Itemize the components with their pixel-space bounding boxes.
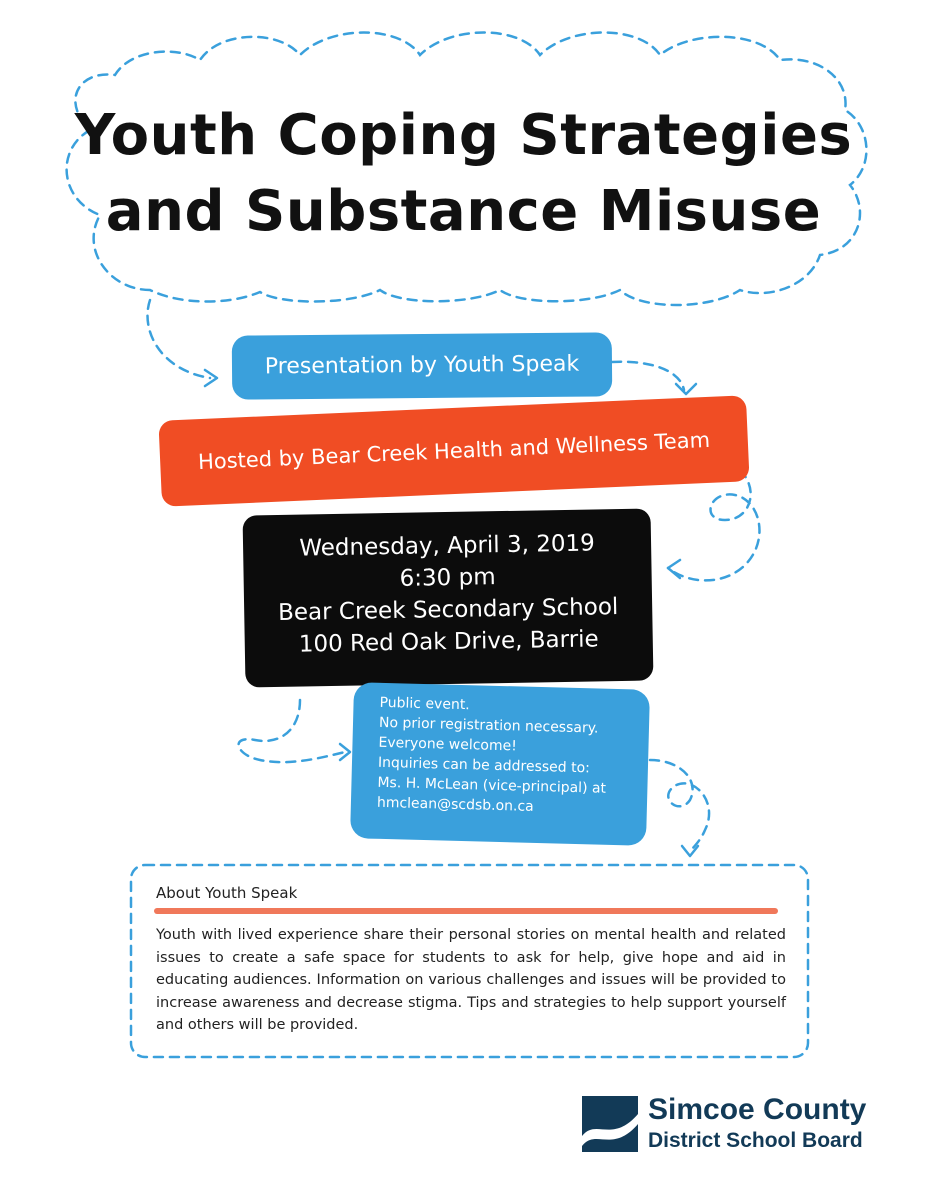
title-line-2: and Substance Misuse: [105, 179, 822, 244]
logo-text: [648, 1092, 866, 1154]
about-body: Youth with lived experience share their personal stories on mental health and related issues to create a safe space for students to ask for help, give hope and aid in educating audiences. Information on various challenges and issues will be provided to increase awareness and decrease stigma. Tips and strategies to help support yourself and others will be provided.: [156, 927, 786, 1033]
presentation-banner: Presentation by Youth Speak: [232, 332, 613, 399]
contact-email[interactable]: hmclean@scdsb.on.ca: [376, 794, 534, 815]
info-line: No prior registration necessary.: [378, 714, 599, 737]
event-date: Wednesday, April 3, 2019: [299, 530, 596, 562]
arrow-line-4: [239, 700, 345, 762]
about-heading: About Youth Speak: [156, 884, 298, 902]
poster-title: [60, 98, 867, 250]
info-line: Inquiries can be addressed to:: [377, 754, 591, 777]
logo-line-1: Simcoe County: [648, 1093, 867, 1126]
arrowhead-5: [682, 846, 698, 856]
arrow-line-1: [148, 300, 211, 378]
hosted-by-banner: Hosted by Bear Creek Health and Wellness Team: [158, 395, 749, 507]
title-line-1: Youth Coping Strategies: [74, 103, 853, 168]
logo-line-2: District School Board: [648, 1129, 863, 1152]
info-line: Ms. H. McLean (vice-principal) at: [377, 774, 607, 797]
arrowhead-2: [676, 384, 696, 394]
arrow-line-3: [668, 470, 759, 580]
info-line: Everyone welcome!: [378, 734, 518, 755]
event-venue: Bear Creek Secondary School: [277, 594, 619, 626]
about-underline: [154, 908, 778, 914]
event-details-banner: [243, 508, 654, 687]
info-box: [350, 682, 650, 846]
info-line: Public event.: [379, 694, 470, 714]
arrow-line-5: [650, 760, 709, 852]
arrow-line-2: [612, 362, 684, 390]
about-section: [130, 864, 809, 1058]
event-address: 100 Red Oak Drive, Barrie: [298, 626, 599, 658]
arrowhead-1: [205, 370, 217, 386]
school-board-logo: [582, 1092, 902, 1158]
event-time: 6:30 pm: [399, 564, 496, 592]
arrowhead-3: [668, 560, 680, 578]
logo-mark-icon: [582, 1096, 638, 1152]
